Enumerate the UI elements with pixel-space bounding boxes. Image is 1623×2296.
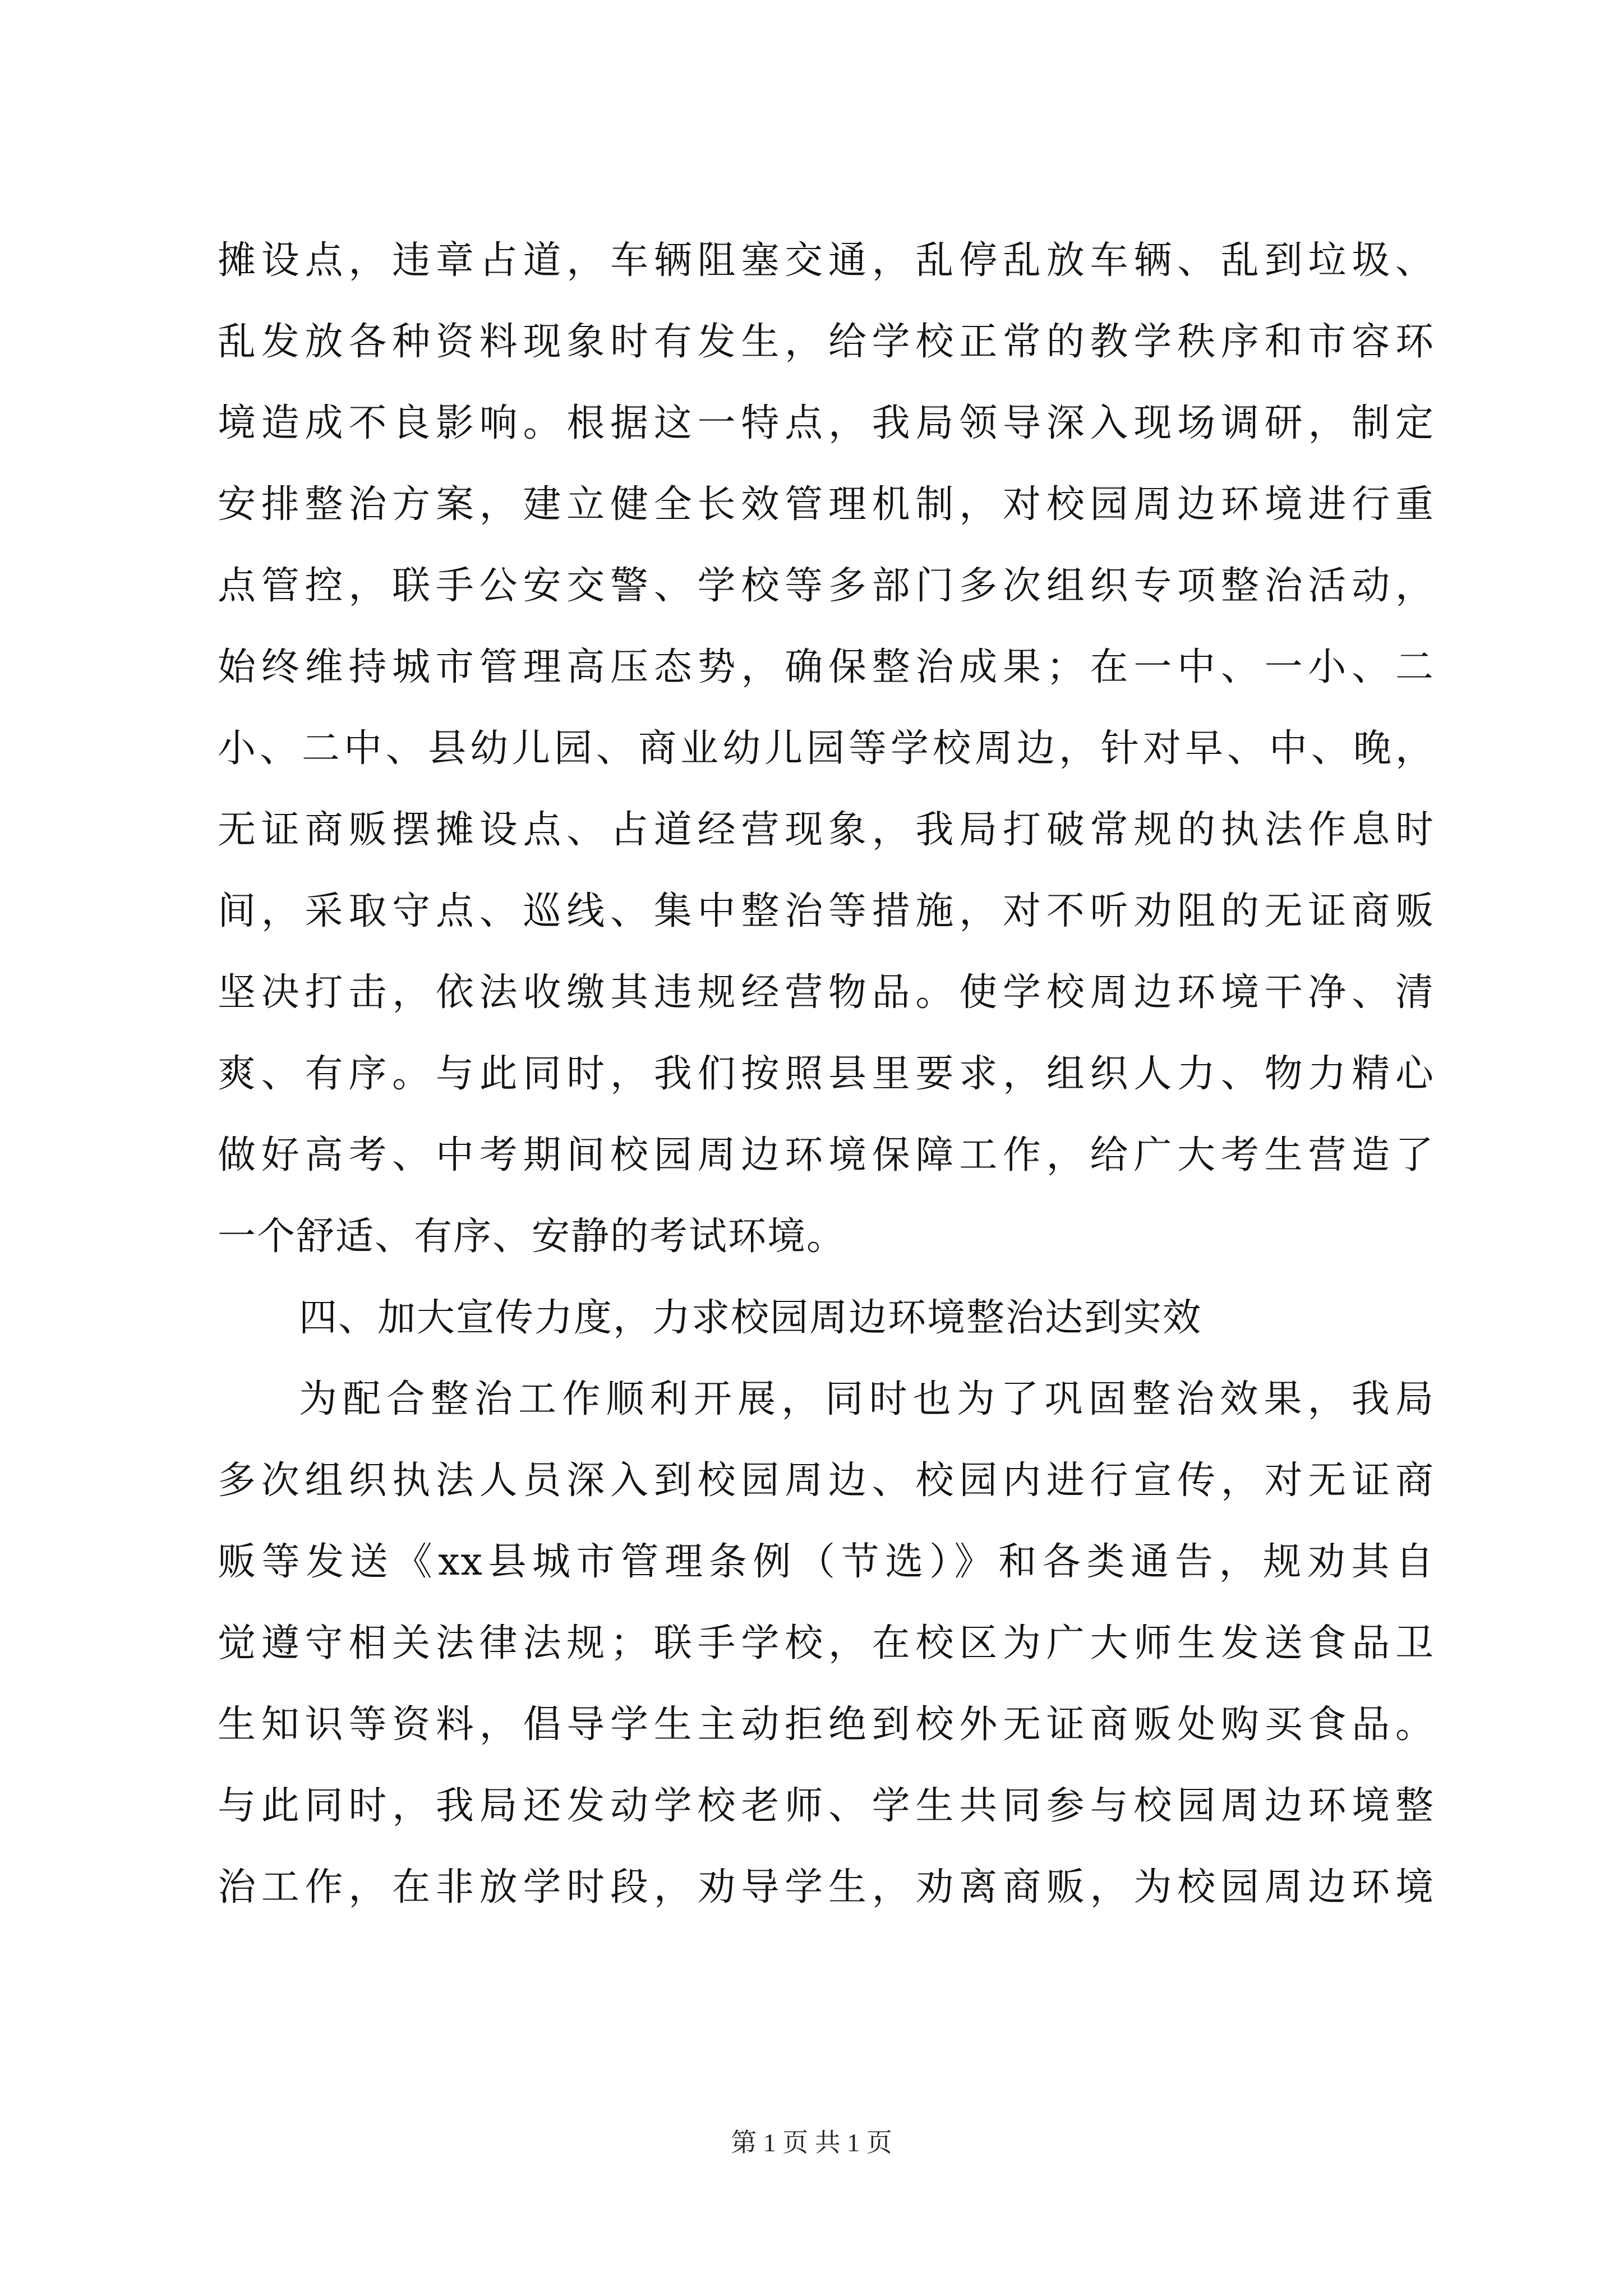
text-line: 贩等发送《xx县城市管理条例（节选）》和各类通告，规劝其自 xyxy=(218,1540,1435,1584)
page-number-footer: 第 1 页 共 1 页 xyxy=(731,2128,892,2157)
text-line: 始终维持城市管理高压态势，确保整治成果；在一中、一小、二 xyxy=(218,645,1435,689)
text-line: 无证商贩摆摊设点、占道经营现象，我局打破常规的执法作息时 xyxy=(218,808,1435,852)
section-heading: 四、加大宣传力度，力求校园周边环境整治达到实效 xyxy=(299,1296,1202,1340)
text-line: 小、二中、县幼儿园、商业幼儿园等学校周边，针对早、中、晚， xyxy=(218,726,1435,771)
text-line: 安排整治方案，建立健全长效管理机制，对校园周边环境进行重 xyxy=(218,482,1435,527)
text-line: 多次组织执法人员深入到校园周边、校园内进行宣传，对无证商 xyxy=(218,1458,1435,1503)
text-line: 爽、有序。与此同时，我们按照县里要求，组织人力、物力精心 xyxy=(218,1052,1435,1096)
text-line: 生知识等资料，倡导学生主动拒绝到校外无证商贩处购买食品。 xyxy=(218,1703,1435,1747)
text-line: 乱发放各种资料现象时有发生，给学校正常的教学秩序和市容环 xyxy=(218,320,1435,364)
text-line: 与此同时，我局还发动学校老师、学生共同参与校园周边环境整 xyxy=(218,1784,1435,1828)
text-line: 坚决打击，依法收缴其违规经营物品。使学校周边环境干净、清 xyxy=(218,970,1435,1015)
document-body xyxy=(218,220,1435,1928)
text-line: 做好高考、中考期间校园周边环境保障工作，给广大考生营造了 xyxy=(218,1133,1435,1177)
text-line: 一个舒适、有序、安静的考试环境。 xyxy=(218,1214,846,1259)
text-line: 摊设点，违章占道，车辆阻塞交通，乱停乱放车辆、乱到垃圾、 xyxy=(218,238,1435,283)
paragraph-first-line: 为配合整治工作顺利开展，同时也为了巩固整治效果，我局 xyxy=(299,1377,1435,1421)
text-line: 点管控，联手公安交警、学校等多部门多次组织专项整治活动， xyxy=(218,564,1435,608)
text-line: 觉遵守相关法律法规；联手学校，在校区为广大师生发送食品卫 xyxy=(218,1621,1435,1665)
text-line: 境造成不良影响。根据这一特点，我局领导深入现场调研，制定 xyxy=(218,401,1435,445)
text-line: 治工作，在非放学时段，劝导学生，劝离商贩，为校园周边环境 xyxy=(218,1865,1435,1910)
text-line: 间，采取守点、巡线、集中整治等措施，对不听劝阻的无证商贩 xyxy=(218,889,1435,933)
